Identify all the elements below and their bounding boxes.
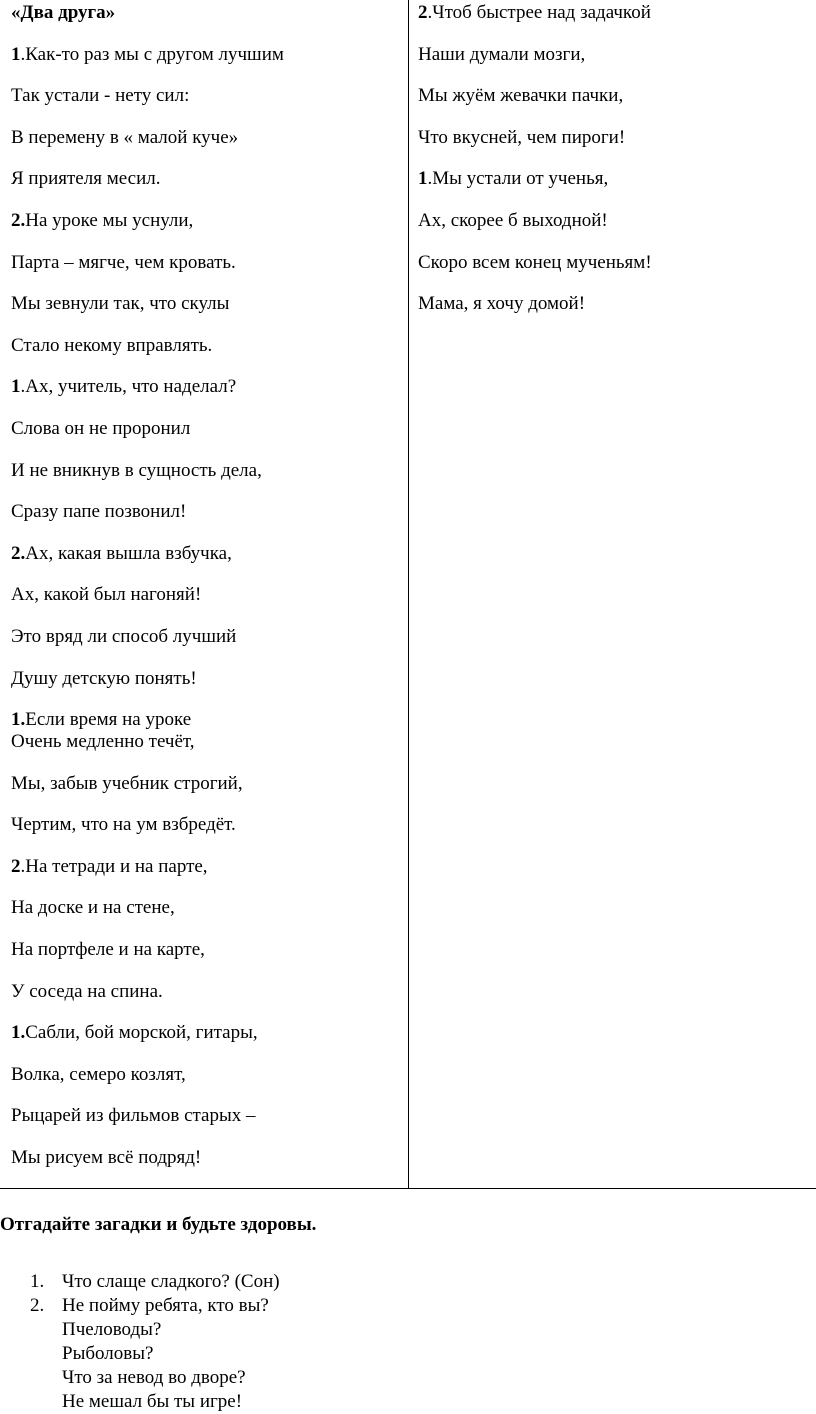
verse-number: 1	[418, 168, 428, 190]
riddle-line: Не мешал бы ты игре!	[62, 1391, 243, 1412]
poem-line	[418, 252, 808, 274]
verse-number: 2.	[11, 209, 26, 231]
poem-line	[11, 939, 401, 961]
poem-line	[418, 168, 808, 190]
poem-line	[11, 814, 401, 836]
riddle-item	[0, 1294, 816, 1414]
poem-line-text: Если время на уроке	[25, 709, 192, 731]
poem-line	[11, 168, 401, 190]
poem-line	[11, 44, 401, 66]
poem-line-text: Слова он не проронил	[11, 417, 191, 439]
poem-line-text: .На тетради и на парте,	[20, 855, 208, 877]
poem-line-text: Парта – мягче, чем кровать.	[11, 251, 236, 273]
poem-line	[418, 293, 808, 315]
poem-line-text: В перемену в « малой куче»	[11, 126, 239, 148]
poem-line	[11, 731, 401, 753]
riddle-line: Пчеловоды?	[62, 1319, 162, 1340]
poem-line-text: Рыцарей из фильмов старых –	[11, 1105, 256, 1127]
poem-line-text: Ах, какой был нагоняй!	[11, 584, 202, 606]
poem-line-text: Это вряд ли способ лучший	[11, 625, 237, 647]
poem-line	[11, 981, 401, 1003]
poem-line-text: Скоро всем конец мученьям!	[418, 251, 652, 273]
poem-line	[11, 210, 401, 232]
poem-line	[11, 85, 401, 107]
poem-line-text: Стало некому вправлять.	[11, 334, 213, 356]
riddle-line: Рыболовы?	[62, 1343, 154, 1364]
poem-line-text: .Как-то раз мы с другом лучшим	[20, 43, 284, 65]
riddle-item	[0, 1270, 816, 1294]
poem-left-column	[11, 2, 401, 1189]
poem-line	[418, 127, 808, 149]
poem-line	[11, 856, 401, 878]
poem-line-text: У соседа на спина.	[11, 980, 163, 1002]
poem-line-text: На уроке мы уснули,	[25, 209, 194, 231]
poem-line	[11, 293, 401, 315]
poem-line-text: И не вникнув в сущность дела,	[11, 459, 262, 481]
riddle-line: Не пойму ребята, кто вы?	[62, 1295, 269, 1316]
riddles-section	[0, 1214, 816, 1414]
verse-number: 2	[418, 2, 428, 23]
poem-line-text: Душу детскую понять!	[11, 667, 197, 689]
poem-line-text: Что вкусней, чем пироги!	[418, 126, 626, 148]
poem-line	[11, 668, 401, 690]
poem-line	[11, 773, 401, 795]
poem-line	[11, 543, 401, 565]
poem-line-text: Мы зевнули так, что скулы	[11, 293, 230, 315]
poem-line-text: Чертим, что на ум взбредёт.	[11, 814, 236, 836]
poem-line	[11, 418, 401, 440]
poem-line-text: .Ах, учитель, что наделал?	[20, 376, 237, 398]
poem-line-text: Волка, семеро козлят,	[11, 1063, 186, 1085]
poem-line-text: Я приятеля месил.	[11, 168, 161, 190]
poem-line-text: На портфеле и на карте,	[11, 939, 205, 961]
poem-line	[11, 252, 401, 274]
poem-line-text: Сразу папе позвонил!	[11, 501, 187, 523]
poem-line	[11, 897, 401, 919]
poem-line-text: Мама, я хочу домой!	[418, 293, 586, 315]
poem-line-text: Мы, забыв учебник строгий,	[11, 772, 243, 794]
poem-line	[11, 584, 401, 606]
poem-line	[11, 127, 401, 149]
verse-number: 1.	[11, 1022, 26, 1044]
poem-line-text: Ах, какая вышла взбучка,	[25, 542, 232, 564]
poem-line-text: Наши думали мозги,	[418, 43, 586, 65]
poem-line	[11, 709, 401, 731]
poem-line	[418, 44, 808, 66]
poem-line	[11, 376, 401, 398]
poem-line-text: .Чтоб быстрее над задачкой	[427, 2, 651, 23]
verse-number: 1.	[11, 709, 26, 731]
riddle-list	[0, 1270, 816, 1414]
riddle-line: Что за невод во дворе?	[62, 1367, 246, 1388]
poem-line-text: Мы жуём жевачки пачки,	[418, 85, 624, 107]
poem-line	[11, 501, 401, 523]
verse-number: 2	[11, 855, 21, 877]
riddle-number: 2.	[30, 1295, 45, 1316]
verse-number: 1	[11, 376, 21, 398]
riddle-number: 1.	[30, 1271, 45, 1292]
poem-line-text: Так устали - нету сил:	[11, 85, 190, 107]
riddles-heading: Отгадайте загадки и будьте здоровы.	[0, 1214, 317, 1235]
poem-line	[11, 460, 401, 482]
poem-line	[418, 2, 808, 24]
poem-line	[11, 1064, 401, 1086]
column-divider	[408, 0, 409, 1189]
poem-line	[11, 335, 401, 357]
poem-line-text: Сабли, бой морской, гитары,	[25, 1022, 258, 1044]
verse-number: 2.	[11, 542, 26, 564]
poem-title: «Два друга»	[11, 2, 116, 23]
riddle-line: Что слаще сладкого? (Сон)	[62, 1271, 280, 1292]
poem-line-text: Мы рисуем всё подряд!	[11, 1147, 202, 1169]
verse-number: 1	[11, 43, 21, 65]
poem-right-column	[418, 2, 808, 335]
poem-line	[11, 1105, 401, 1127]
poem-line	[11, 626, 401, 648]
poem-line-text: .Мы устали от ученья,	[427, 168, 609, 190]
poem-line	[11, 1147, 401, 1169]
poem-line-text: На доске и на стене,	[11, 897, 175, 919]
poem-line-text: Очень медленно течёт,	[11, 731, 195, 753]
poem-line	[11, 1022, 401, 1044]
poem-line-text: Ах, скорее б выходной!	[418, 209, 608, 231]
poem-line	[418, 85, 808, 107]
poem-line	[418, 210, 808, 232]
